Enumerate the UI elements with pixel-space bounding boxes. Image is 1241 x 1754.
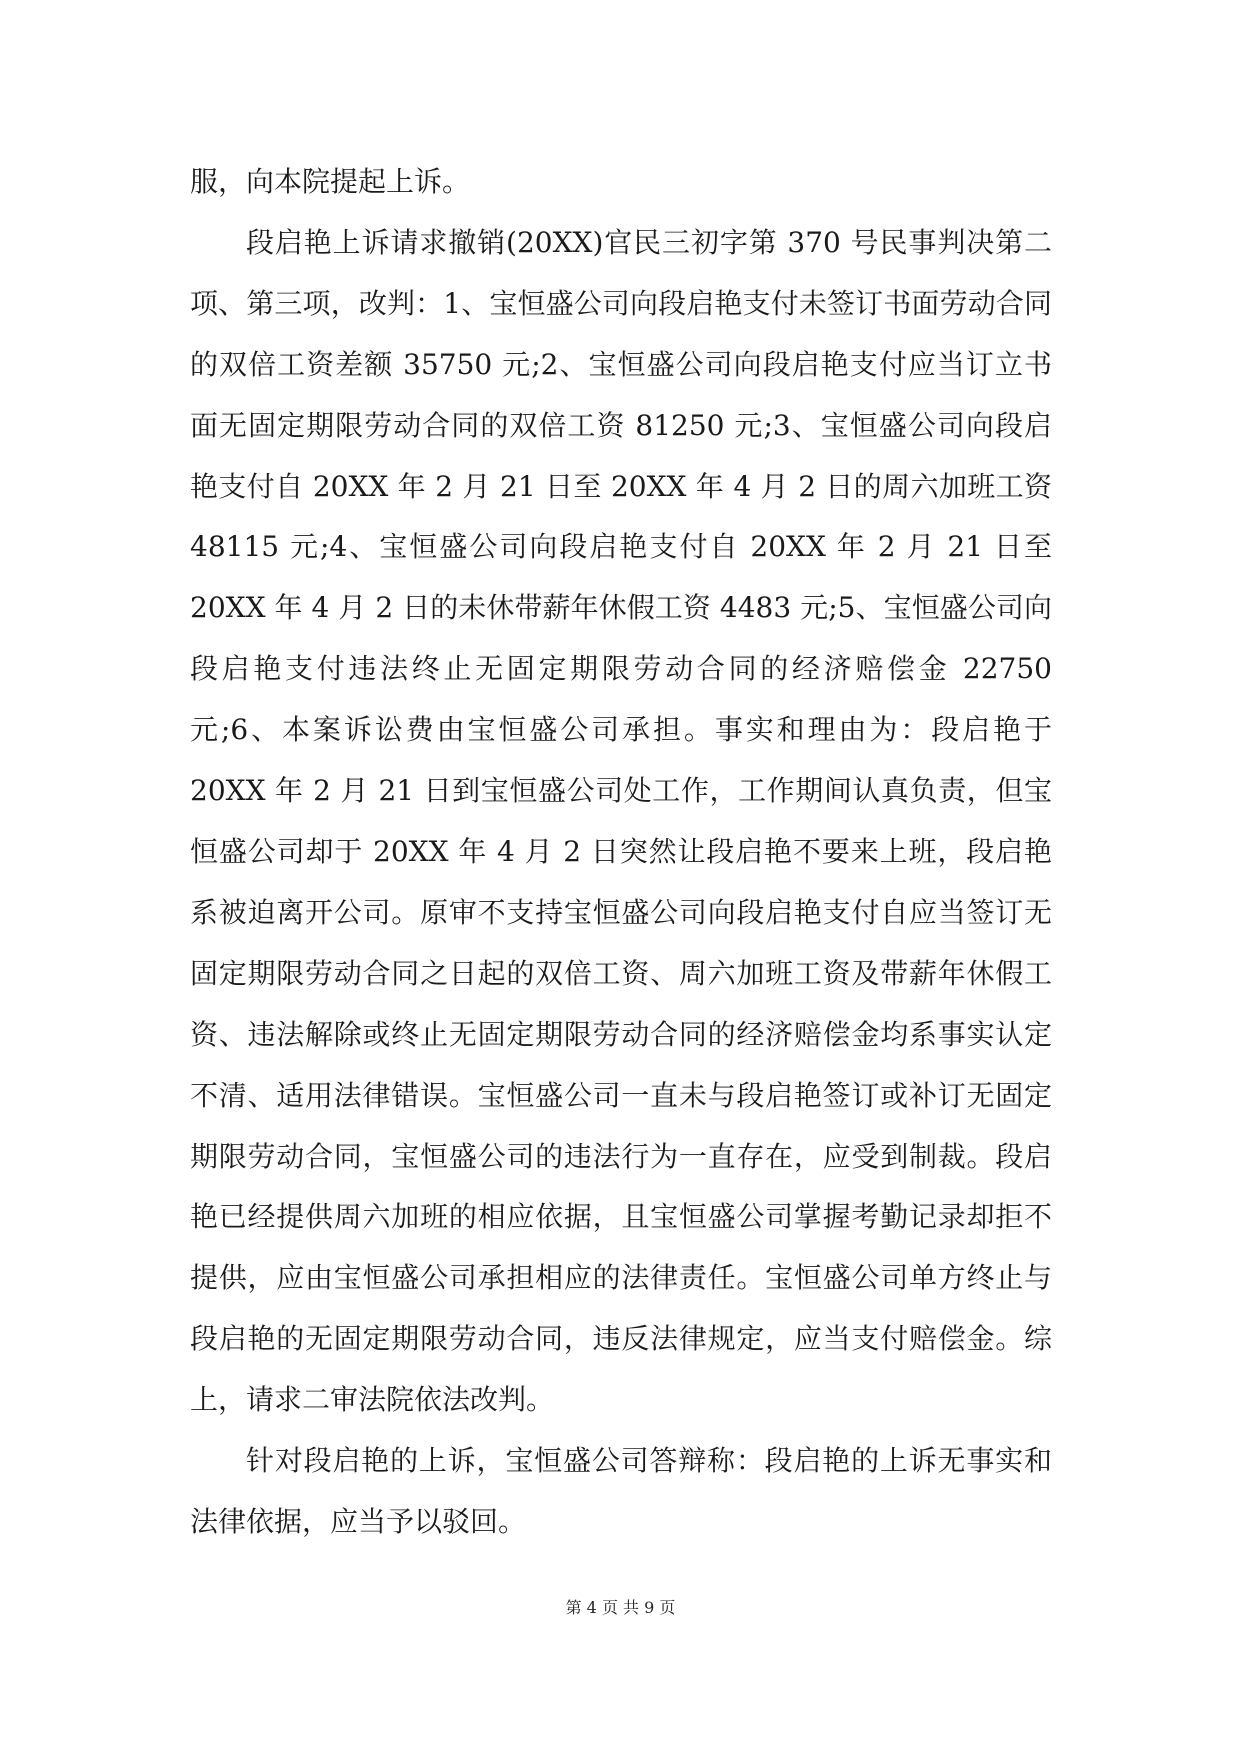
page-number-footer: 第 4 页 共 9 页 <box>565 1598 676 1617</box>
paragraph-defense-reply: 针对段启艳的上诉，宝恒盛公司答辩称：段启艳的上诉无事实和法律依据，应当予以驳回。 <box>190 1444 1052 1538</box>
document-body <box>190 152 1052 1553</box>
paragraph-continuation: 服，向本院提起上诉。 <box>190 165 471 198</box>
paragraph-appeal-request: 段启艳上诉请求撤销(20XX)官民三初字第 370 号民事判决第二项、第三项，改判：1、宝恒盛公司向段启艳支付未签订书面劳动合同的双倍工资差额 35750 元;2、宝恒盛公司向段启艳支付应当订立书面无固定期限劳动合同的双倍工资 81250 元;3、宝恒盛公司向段启艳支付自 20XX 年 2 月 21 日至 20XX 年 4 月 2 日的周六加班工资 48115 元;4、宝恒盛公司向段启艳支付自 20XX 年 2 月 21 日至 20XX 年 4 月 2 日的未休带薪年休假工资 4483 元;5、宝恒盛公司向段启艳支付违法终止无固定期限劳动合同的经济赔偿金 22750 元;6、本案诉讼费由宝恒盛公司承担。事实和理由为：段启艳于 20XX 年 2 月 21 日到宝恒盛公司处工作，工作期间认真负责，但宝恒盛公司却于 20XX 年 4 月 2 日突然让段启艳不要来上班，段启艳系被迫离开公司。原审不支持宝恒盛公司向段启艳支付自应当签订无固定期限劳动合同之日起的双倍工资、周六加班工资及带薪年休假工资、违法解除或终止无固定期限劳动合同的经济赔偿金均系事实认定不清、适用法律错误。宝恒盛公司一直未与段启艳签订或补订无固定期限劳动合同，宝恒盛公司的违法行为一直存在，应受到制裁。段启艳已经提供周六加班的相应依据，且宝恒盛公司掌握考勤记录却拒不提供，应由宝恒盛公司承担相应的法律责任。宝恒盛公司单方终止与段启艳的无固定期限劳动合同，违反法律规定，应当支付赔偿金。综上，请求二审法院依法改判。 <box>190 225 1052 1417</box>
